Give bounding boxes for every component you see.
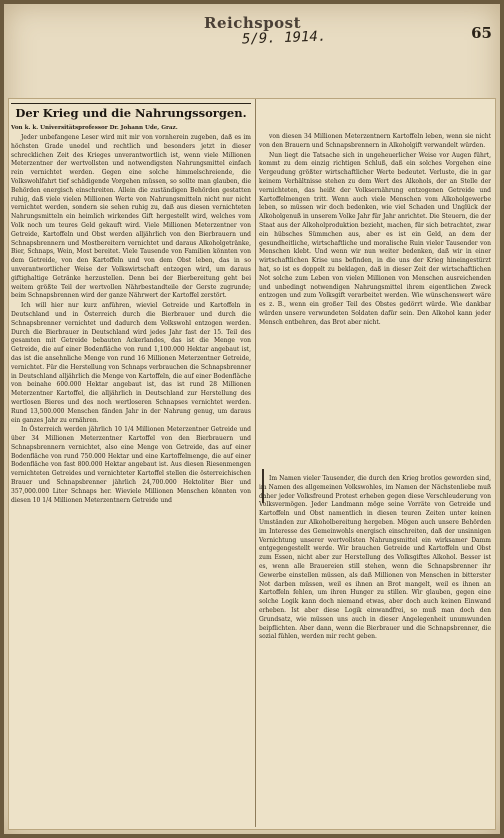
article-author: Von k. k. Universitätsprofessor Dr. Johann Ude, Graz.: [11, 125, 178, 131]
paragraph: Jeder unbefangene Leser wird mit mir von vornherein zugeben, daß es im höchsten Grade unedel und rechtlich und besonders jetzt in dieser schrecklichen Zeit des Krieges unverantwortlich ist, wenn viele Millionen Meterzentner der wertvollsten und notwendigsten Nahrungsmittel einfach rein vernichtet werden. Gegen eine solche himmelschreiende, die Volkswohlfahrt tief schädigende Vorgehen müssen, so sollte man glauben, die Behörden energisch einschreiten. Allein die zuständigen Behörden gestatten ruhig, daß viele vielen Millionen Werte von Nahrungsmitteln nicht nur nicht vernichtet werden, sondern sie sehen ruhig zu, daß aus diesen vernichteten Nahrungsmitteln ein heimlich wirkendes Gift hergestellt wird, welches vom Volk noch um teures Geld gekauft wird. Viele Millionen Meterzentner von Getreide, Kartoffeln und Obst werden alljährlich von den Bierbrauern und Schnapsbrennern und Mostbereitern vernichtet und daraus Alkoholgetränke, Bier, Schnaps, Wein, Most bereitet. Viele Tausende von Familien könnten von dem Getreide, von den Kartoffeln und von dem Obst leben, das in so unverantwortlicher Weise der Volkswirtschaft entzogen wird, um daraus giftighaltige Getränke herzustellen. Denn bei der Bierbereitung geht bei weitem größte Teil der wertvollen Nährbestandteile der Gerste zugrunde; beim Schnapsbrennen wird der ganze Nährwert der Kartoffel zerstört.: [11, 134, 251, 300]
column-separator: [255, 99, 256, 827]
newspaper-clipping: [8, 98, 496, 830]
newspaper-page: [4, 4, 500, 834]
right-column-continued: [259, 475, 491, 707]
left-column: [11, 103, 251, 825]
article-title: Der Krieg und die Nahrungssorgen.: [15, 106, 247, 120]
page-header: [4, 10, 500, 46]
right-column: [259, 133, 491, 463]
paragraph: Ich will hier nur kurz anführen, wieviel Getreide und Kartoffeln in Deutschland und in Österreich durch die Bierbrauer und durch die Schnapsbrenner vernichtet und dadurch dem Volkswohl entzogen werden. Durch die Bierbrauer in Deutschland wird jedes Jahr fast der 15. Teil des gesamten mit Getreide bebauten Ackerlandes, das ist die Menge von Getreide, die auf einer Bodenfläche von rund 1,100.000 Hektar angebaut ist, das ist die ansehnliche Menge von rund 16 Millionen Meterzentner Getreide, vernichtet. Für die Herstellung von Schnaps verbrauchen die Schnapsbrenner in Deutschland alljährlich die Menge von Kartoffeln, die auf einer Bodenfläche von beinahe 600.000 Hektar angebaut ist, das ist rund 28 Millionen Meterzentner Kartoffel, die alljährlich in Deutschland zur Herstellung des wertlosen Bieres und des noch wertloseren Schnapses vernichtet werden. Rund 13,500.000 Menschen fänden Jahr in der Nahrung genug, um daraus ein ganzes Jahr zu ernähren.: [11, 302, 251, 424]
masthead: Reichspost: [204, 14, 302, 32]
paragraph: von diesen 34 Millionen Meterzentnern Kartoffeln leben, wenn sie nicht von den Brauern und Schnapsbrennern in Alkoholgift verwandelt würden.: [259, 133, 491, 149]
paragraph: In Österreich werden jährlich 10 1/4 Millionen Meterzentner Getreide und über 34 Millionen Meterzentner Kartoffel von den Bierbrauern und Schnapsbrennern vernichtet, also eine Menge von Getreide, das auf einer Bodenfläche von rund 750.000 Hektar und eine Kartoffelmenge, die auf einer Bodenfläche von fast 800.000 Hektar angebaut ist. Aus diesen Riesenmengen vernichteten Getreides und vernichteter Kartoffel stellen die österreichischen Brauer und Schnapsbrenner jährlich 24,700.000 Hektoliter Bier und 357,000.000 Liter Schnaps her. Wieviele Millionen Menschen könnten von diesen 10 1/4 Millionen Meterzentnern Getreide und: [11, 426, 251, 504]
paragraph: Im Namen vieler Tausender, die durch den Krieg brotlos geworden sind, im Namen des allgemeinen Volkswohles, im Namen der Nächstenliebe muß daher jeder Volksfreund Protest erheben gegen diese Verschleuderung von Volksvermögen. Jeder Landmann möge seine Vorräte von Getreide und Kartoffeln und Obst namentlich in diesen teuren Zeiten unter keinen Umständen zur Alkoholbereitung hergeben. Mögen auch unsere Behörden im Interesse des Gemeinwohls energisch einschreiten, daß der unsinnigen Vernichtung unserer wertvollsten Nahrungsmittel ein wirksamer Damm entgegengestellt werde. Wir brauchen Getreide und Kartoffeln und Obst zum Essen, nicht aber zur Herstellung des Volksgiftes Alkohol. Besser ist es, wenn alle Brauereien still stehen, wenn die Schnapsbrenner ihr Gewerbe einstellen müssen, als daß Millionen von Menschen in bitterster Not darben müssen, weil es ihnen an Brot mangelt, weil es ihnen an Kartoffeln fehlen, um ihren Hunger zu stillen. Wir glauben, gegen eine solche Logik kann doch niemand etwas, aber doch auch keinen Einwand erheben. Ist aber diese Logik einwandfrei, so muß man doch den Grundsatz, wie müssen uns auch in dieser Angelegenheit unumwunden beipflichten. Aber dann, wenn die Bierbrauer und die Schnapsbrenner, die sozial fühlen, werden mir recht geben.: [259, 475, 491, 641]
handwritten-date: 5/9. 1914.: [241, 28, 327, 48]
title-rule: [11, 103, 251, 104]
paragraph: Nun liegt die Tatsache sich in ungeheuerlicher Weise vor Augen führt, kommt zu dem einzig richtigen Schluß, daß ein solches Vorgehen eine Vergeudung größter wirtschaftlicher Werte bedeutet. Verluste, die in gar keinem Verhältnisse stehen zu dem Wert des Alkohols, der an Stelle der vernichteten, das heißt der Volksernährung entzogenen Getreide und Kartoffelmengen tritt. Wenn auch viele Menschen vom Alkoholgewerbe leben, so müssen wir doch bedenken, wie viel Schaden und Unglück der Alkoholgenuß in unserem Volke Jahr für Jahr anrichtet. Die Steuern, die der Staat aus der Alkoholproduktion bezieht, machen, für sich betrachtet, zwar ein hübsches Sümmchen aus, aber es ist ein Geld, an dem der gesundheitliche, wirtschaftliche und moralische Ruin vieler Tausender von Menschen klebt. Und wenn wir nun weiter bedenken, daß wir in einer wirtschaftlichen Krise uns befinden, in die uns der Krieg hineingestürzt hat, so ist es doppelt zu beklagen, daß in dieser Zeit der wirtschaftlichen Not solche zum Leben von vielen Millionen von Menschen ausreichenden und unbedingt notwendigen Nahrungsmittel ihrem eigentlichen Zweck entzogen und zum Volksgift verarbeitet werden. Wie wünschenswert wäre es z. B., wenn ein großer Teil des Obstes gedörrt würde. Wie dankbar würden unsere verwundeten Soldaten dafür sein. Den Alkohol kann jeder Mensch entbehren, das Brot aber nicht.: [259, 151, 491, 326]
page-number: 65: [471, 24, 492, 42]
